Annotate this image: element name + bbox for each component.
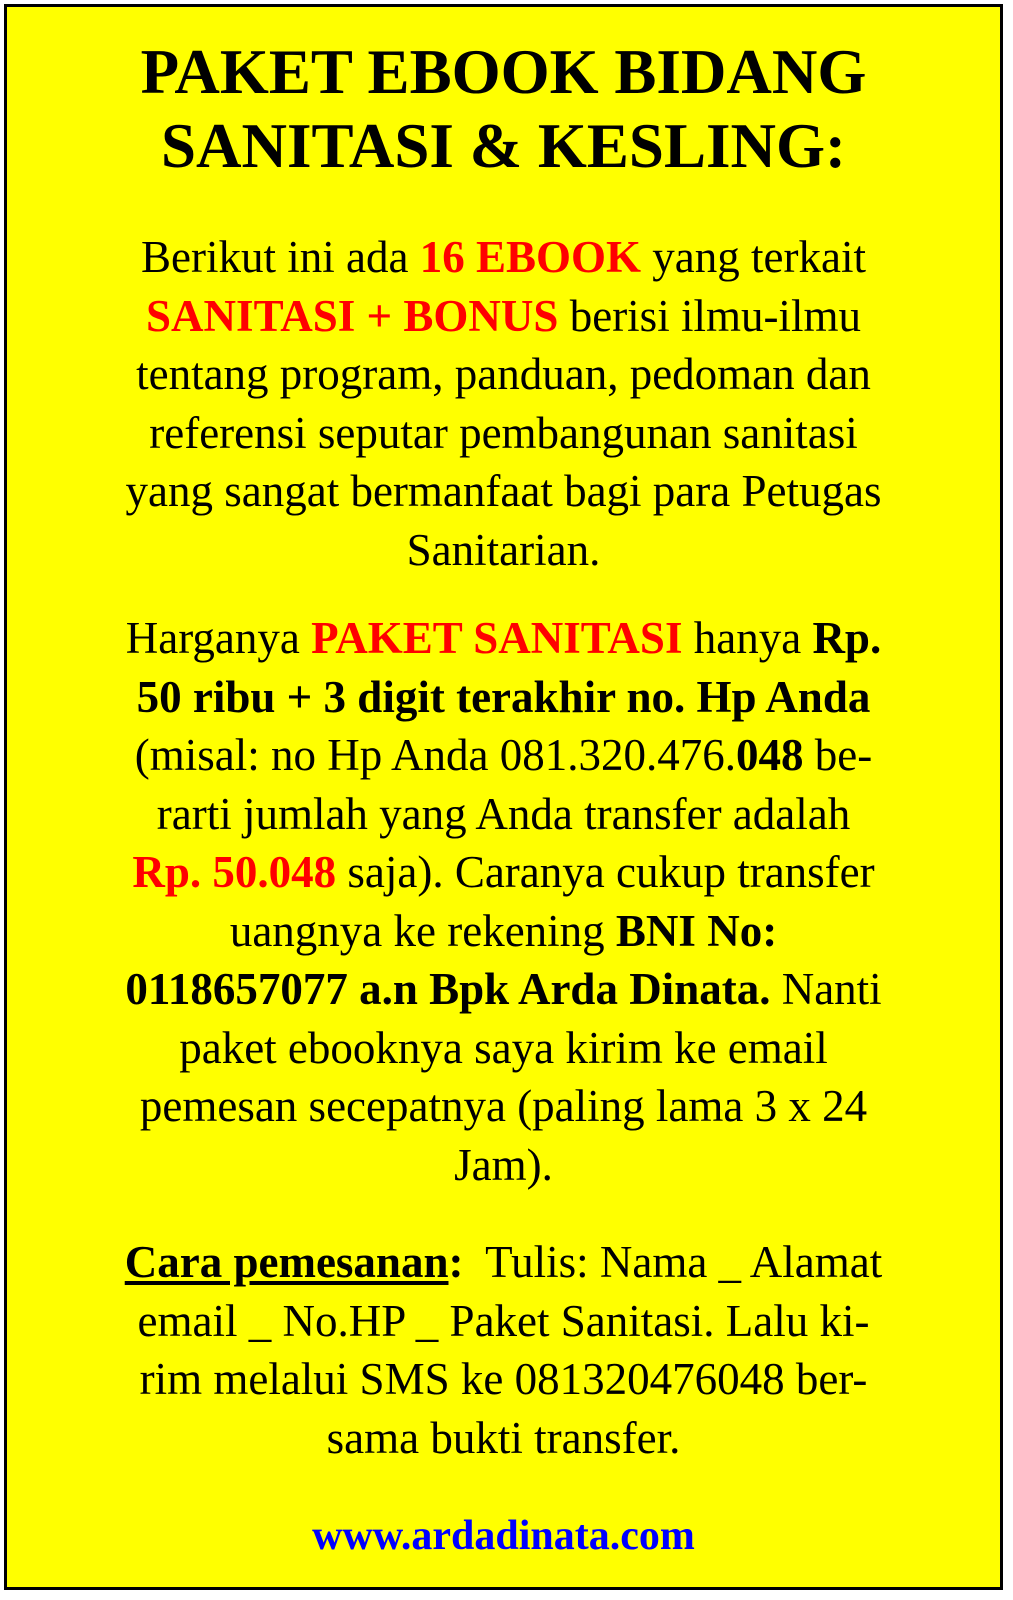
- intro-text-4: tentang program, panduan, pedoman dan: [136, 349, 871, 399]
- price-text-1: Harganya: [125, 613, 312, 663]
- price-bold-3: 048: [736, 730, 804, 780]
- price-paragraph: [47, 609, 960, 1194]
- order-paragraph: [47, 1233, 960, 1467]
- website-link[interactable]: www.ardadinata.com: [312, 1513, 695, 1559]
- price-text-4: be-: [803, 730, 873, 780]
- sanitasi-bonus-highlight: SANITASI + BONUS: [146, 290, 559, 341]
- price-text-10: pemesan secepatnya (paling lama 3 x 24: [139, 1081, 868, 1131]
- price-amount-highlight: Rp. 50.048: [132, 847, 337, 897]
- intro-text-5: referensi seputar pembangunan sanitasi: [149, 407, 858, 458]
- intro-text-7: Sanitarian.: [406, 524, 601, 575]
- intro-text-1: Berikut ini ada: [141, 232, 420, 282]
- flyer-panel: [4, 4, 1003, 1590]
- price-bold-4: BNI No:: [615, 905, 778, 956]
- price-text-3: (misal: no Hp Anda 081.320.476.: [134, 730, 736, 780]
- price-text-6: saja). Caranya cukup transfer: [336, 847, 875, 897]
- price-text-2: hanya: [682, 613, 813, 663]
- order-label: Cara pemesanan: [124, 1237, 449, 1287]
- title-line-2: SANITASI & KESLING:: [160, 111, 846, 181]
- price-text-11: Jam).: [454, 1139, 553, 1190]
- intro-paragraph: [47, 228, 960, 579]
- price-text-8: Nanti: [770, 964, 882, 1014]
- bank-account-number: 0118657077 a.n Bpk Arda Dinata.: [125, 964, 771, 1014]
- order-text-3: rim melalui SMS ke 081320476048 ber-: [139, 1354, 868, 1404]
- page-title: [7, 35, 1000, 183]
- price-text-7: uangnya ke rekening: [229, 905, 616, 956]
- price-bold-1: Rp.: [812, 613, 882, 663]
- order-text-2: email _ No.HP _ Paket Sanitasi. Lalu ki-: [137, 1295, 870, 1346]
- paket-sanitasi-highlight: PAKET SANITASI: [311, 613, 683, 663]
- intro-text-2: yang terkait: [641, 232, 866, 282]
- order-text-1: Tulis: Nama _ Alamat: [463, 1237, 883, 1287]
- order-text-4: sama bukti transfer.: [326, 1412, 681, 1463]
- intro-text-6: yang sangat bermanfaat bagi para Petugas: [125, 466, 882, 516]
- title-line-1: PAKET EBOOK BIDANG: [140, 37, 867, 107]
- order-label-colon: :: [448, 1237, 464, 1287]
- price-text-9: paket ebooknya saya kirim ke email: [179, 1022, 828, 1073]
- intro-text-3: berisi ilmu-ilmu: [558, 290, 861, 341]
- price-text-5: rarti jumlah yang Anda transfer adalah: [156, 788, 851, 839]
- price-bold-2: 50 ribu + 3 digit terakhir no. Hp Anda: [136, 671, 871, 722]
- ebook-count-highlight: 16 EBOOK: [419, 232, 642, 282]
